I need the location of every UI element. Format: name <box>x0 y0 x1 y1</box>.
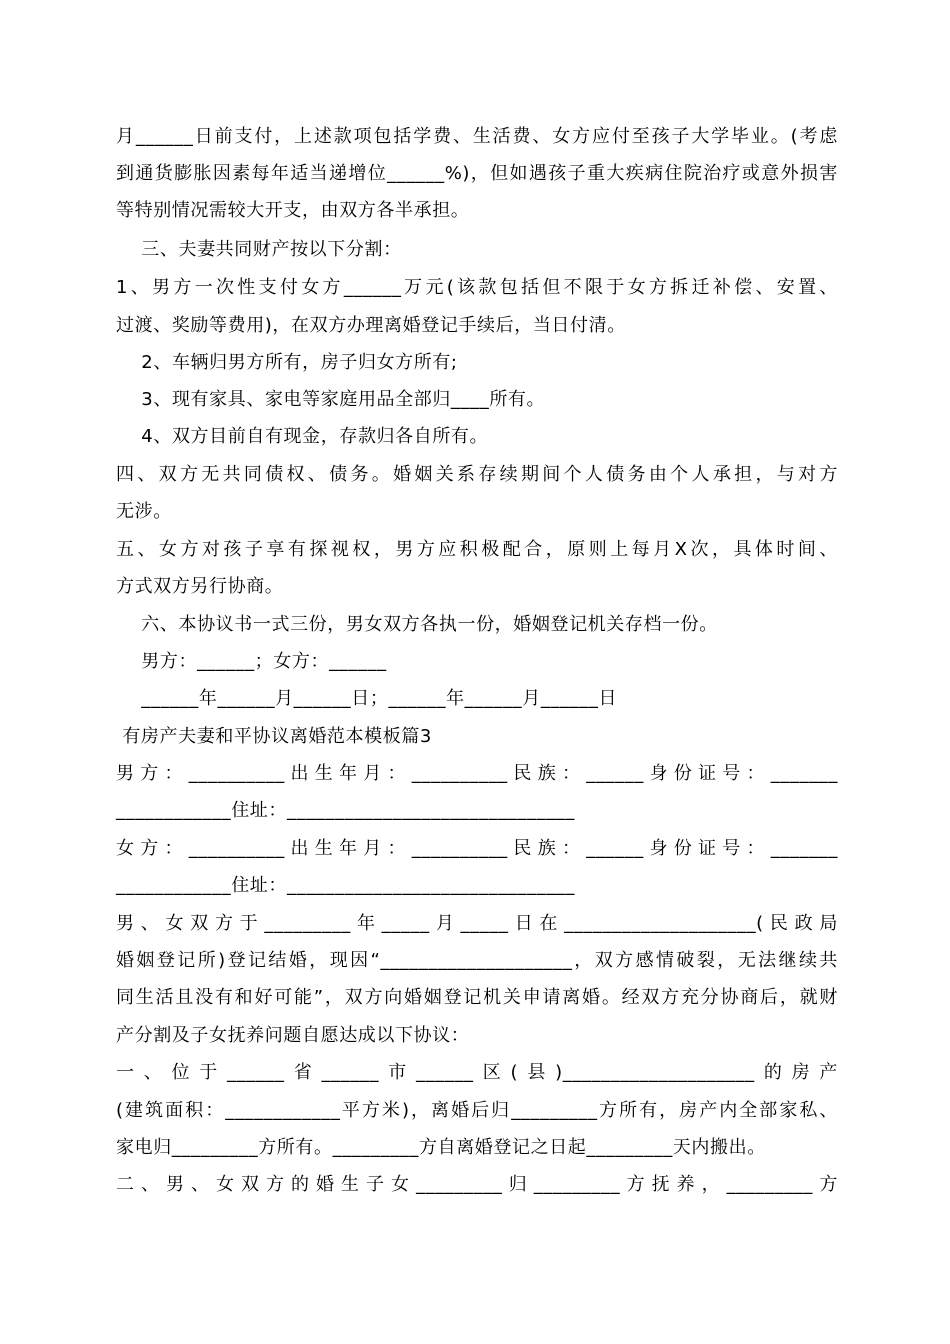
text-line: 3、现有家具、家电等家庭用品全部归____所有。 <box>116 389 546 410</box>
text-line: ____________住址：______________________________ <box>116 800 575 821</box>
text-line: 方式双方另行协商。 <box>116 576 284 597</box>
text-line: 三、夫妻共同财产按以下分割： <box>116 239 402 260</box>
text-line: 四、双方无共同债权、债务。婚姻关系存续期间个人债务由个人承担，与对方 <box>116 464 838 485</box>
text-line: 等特别情况需较大开支，由双方各半承担。 <box>116 200 470 221</box>
text-line: ____________住址：______________________________ <box>116 875 575 896</box>
text-line: 无涉。 <box>116 501 172 522</box>
text-line: 婚姻登记所)登记结婚，现因“____________________，双方感情破裂，无法继续共 <box>116 950 838 971</box>
text-line: ______年______月______日；______年______月______日 <box>116 688 618 709</box>
text-line: 到通货膨胀因素每年适当递增位______%)，但如遇孩子重大疾病住院治疗或意外损害 <box>116 163 838 184</box>
text-line: 过渡、奖励等费用)，在双方办理离婚登记手续后，当日付清。 <box>116 315 626 336</box>
text-line: 4、双方目前自有现金，存款归各自所有。 <box>116 426 489 447</box>
text-line: 产分割及子女抚养问题自愿达成以下协议： <box>116 1025 470 1046</box>
text-line: 女方：__________出生年月：__________民族：______身份证号：_______ <box>116 838 838 859</box>
text-line: 男方：__________出生年月：__________民族：______身份证号：_______ <box>116 763 838 784</box>
text-line: 男方：______；女方：______ <box>116 651 387 672</box>
text-line: 月______日前支付，上述款项包括学费、生活费、女方应付至孩子大学毕业。(考虑 <box>116 126 838 147</box>
text-line: 一、位于______省______市______区(县)____________________的房产 <box>116 1062 838 1083</box>
text-line: 2、车辆归男方所有，房子归女方所有; <box>116 352 458 373</box>
text-line: (建筑面积：____________平方米)，离婚后归_________方所有，房产内全部家私、 <box>116 1100 838 1121</box>
section-heading: 有房产夫妻和平协议离婚范本模板篇3 <box>116 726 432 747</box>
text-line: 五、女方对孩子享有探视权，男方应积极配合，原则上每月X次，具体时间、 <box>116 539 838 560</box>
text-line: 家电归_________方所有。_________方自离婚登记之日起_________天内搬出。 <box>116 1137 766 1158</box>
text-line: 二、男、女双方的婚生子女_________归_________方抚养，_________方 <box>116 1174 838 1195</box>
text-line: 同生活且没有和好可能”，双方向婚姻登记机关申请离婚。经双方充分协商后，就财 <box>116 987 838 1008</box>
text-line: 1、男方一次性支付女方______万元(该款包括但不限于女方拆迁补偿、安置、 <box>116 277 838 298</box>
text-line: 男、女双方于_________年_____月_____日在____________________(民政局 <box>116 913 838 934</box>
text-line: 六、本协议书一式三份，男女双方各执一份，婚姻登记机关存档一份。 <box>116 614 718 635</box>
